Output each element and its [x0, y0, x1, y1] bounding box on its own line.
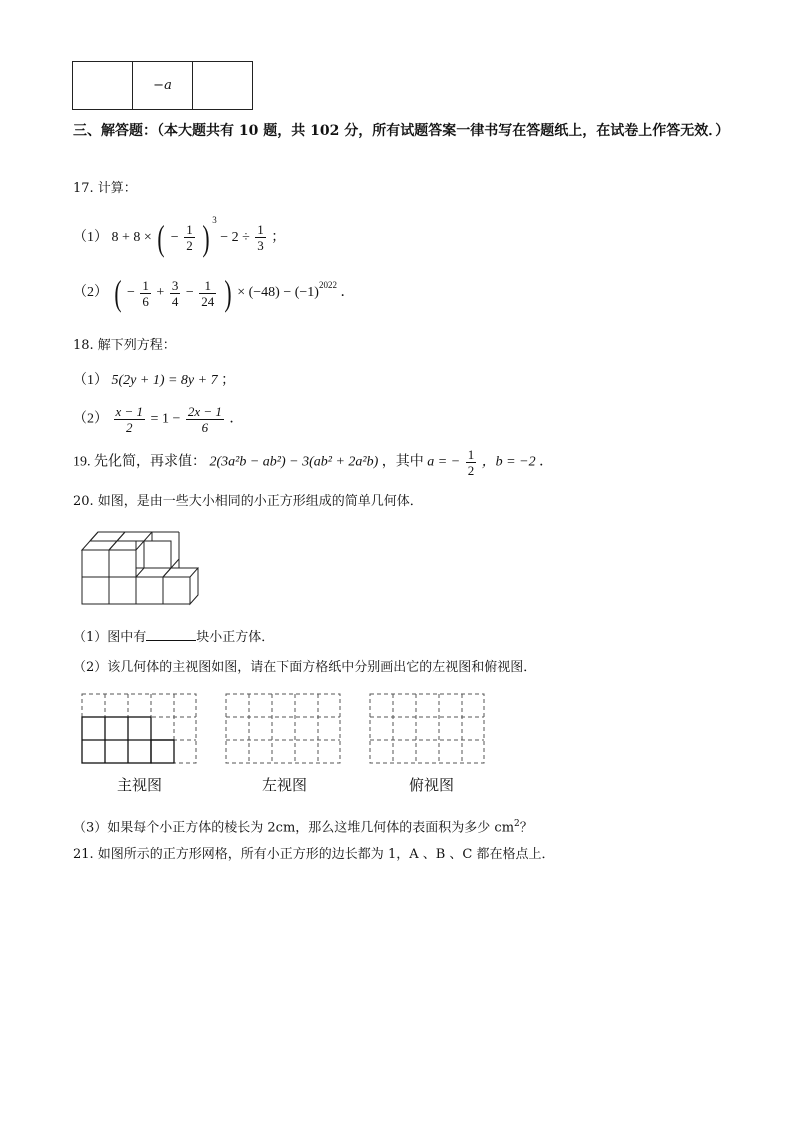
q17-p2-exp: 2022 — [318, 280, 337, 291]
paren-close: ) — [202, 217, 210, 258]
q20-p1-a: （1）图中有 — [73, 630, 147, 645]
q19-end: ． — [539, 454, 554, 470]
main-view-solid — [82, 717, 174, 763]
q17-p2-label: （2） — [73, 285, 108, 301]
q18-p1-eq: 5(2y + 1) = 8y + 7 — [111, 373, 218, 388]
q17-p1-minus: − — [170, 230, 179, 245]
q19-expr: 2(3a²b − ab²) − 3(ab² + 2a²b) — [209, 454, 379, 470]
fraction: $\frac{1}{2}$ — [467, 447, 475, 478]
section-heading: 三、解答题：（本大题共有 10 题，共 102 分，所有试题答案一律书写在答题纸上，在试卷上作答无效．） — [73, 123, 730, 139]
fraction: $\frac{1}{24}$ — [201, 277, 215, 309]
q19-a-eq: a = − — [427, 454, 461, 470]
q18-part2 — [73, 404, 243, 435]
q20-p3-exp: 2 — [514, 819, 520, 829]
q19-b-eq: ，b = −2 — [481, 454, 536, 470]
q20-part1 — [73, 628, 274, 647]
q19-where: ，其中 — [381, 454, 424, 470]
top-view-grid — [370, 694, 484, 763]
fraction: $\frac{3}{4}$ — [171, 277, 179, 309]
q17-p1-b: − 2 ÷ — [220, 230, 250, 245]
caption-top-view: 俯视图 — [409, 776, 455, 794]
caption-main-view: 主视图 — [117, 776, 163, 794]
table-cell — [193, 62, 253, 110]
q18-p2-mid: = 1 − — [150, 411, 181, 427]
table-cell-neg-a: −a — [133, 62, 193, 110]
paren-open: ( — [157, 217, 165, 258]
q21-text: 21. 如图所示的正方形网格，所有小正方形的边长都为 1，A 、B 、C 都在格点上． — [73, 847, 555, 862]
q18-p2-end: ． — [229, 411, 244, 427]
q19-text: 19. 先化简，再求值： — [73, 454, 206, 470]
q17-p1-a: 8 + 8 × — [111, 230, 152, 245]
fraction: $\frac{1}{3}$ — [257, 222, 264, 254]
q17-p1-end: ； — [271, 230, 286, 245]
paren-close: ) — [224, 273, 232, 313]
paren-open: ( — [113, 273, 122, 313]
q18-p2-label: （2） — [73, 411, 108, 427]
q18-p1-label: （1） — [73, 373, 108, 388]
view-grids — [80, 692, 500, 766]
q18-title: 18. 解下列方程： — [73, 338, 176, 353]
q18-p1-end: ； — [221, 373, 236, 388]
answer-table-fragment — [72, 61, 253, 110]
q17-p2-end: ． — [340, 285, 355, 301]
q17-p2-minus: − — [127, 285, 135, 301]
fraction: $\frac{2x - 1}{6}$ — [187, 404, 222, 435]
answer-blank[interactable] — [146, 628, 196, 641]
main-view-grid — [82, 694, 196, 763]
q20-p1-b: 块小正方体． — [196, 630, 275, 645]
q17-p2-plus: + — [156, 285, 165, 301]
q17-p2-minus2: − — [185, 285, 194, 301]
fraction: $\frac{1}{6}$ — [142, 277, 149, 309]
q20-part2: （2）该几何体的主视图如图，请在下面方格纸中分别画出它的左视图和俯视图． — [73, 660, 537, 675]
q17-part2 — [73, 275, 354, 311]
q17-p2-rest: × (−48) − (−1) — [237, 285, 319, 301]
cube-stack-figure — [78, 528, 218, 608]
q20-p3-b: ？ — [519, 820, 533, 836]
table-cell — [73, 62, 133, 110]
q17-part1 — [73, 211, 285, 256]
fraction: $\frac{x - 1}{2}$ — [115, 404, 144, 435]
q17-p1-exp: 3 — [212, 215, 217, 225]
q18-part1 — [73, 372, 235, 390]
q17-p1-label: （1） — [73, 230, 108, 245]
caption-left-view: 左视图 — [262, 776, 308, 794]
fraction: $\frac{1}{2}$ — [186, 222, 193, 254]
q20-title: 20. 如图，是由一些大小相同的小正方形组成的简单几何体． — [73, 494, 423, 509]
q20-part3 — [73, 815, 533, 837]
q19 — [73, 447, 553, 478]
q17-title: 17. 计算： — [73, 181, 137, 196]
q20-p3-a: （3）如果每个小正方体的棱长为 2cm，那么这堆几何体的表面积为多少 cm — [73, 820, 515, 836]
left-view-grid — [226, 694, 340, 763]
